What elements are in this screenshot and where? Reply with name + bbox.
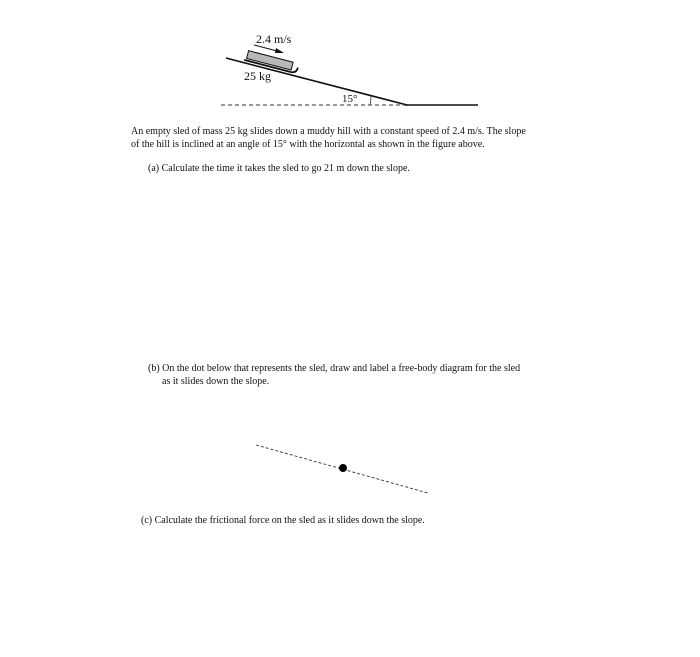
mass-label: 25 kg <box>244 69 271 83</box>
problem-intro <box>131 125 526 151</box>
question-a: (a) Calculate the time it takes the sled to go 21 m down the slope. <box>148 163 410 174</box>
incline-diagram <box>221 32 478 105</box>
free-body-diagram <box>256 445 428 493</box>
velocity-arrowhead <box>275 48 284 53</box>
angle-label: 15° <box>342 93 358 105</box>
question-b <box>148 362 520 388</box>
question-c: (c) Calculate the frictional force on the sled as it slides down the slope. <box>141 515 425 526</box>
angle-arc <box>370 96 371 105</box>
speed-label: 2.4 m/s <box>256 32 292 46</box>
question-b-line-1: (b) On the dot below that represents the sled, draw and label a free-body diagram for the sled <box>148 363 521 374</box>
intro-line-1: An empty sled of mass 25 kg slides down a muddy hill with a constant speed of 2.4 m/s. The slope <box>131 126 526 137</box>
sled-dot <box>339 464 347 472</box>
question-b-line-2: as it slides down the slope. <box>162 376 270 387</box>
intro-line-2: of the hill is inclined at an angle of 15° with the horizontal as shown in the figure above. <box>131 139 485 150</box>
